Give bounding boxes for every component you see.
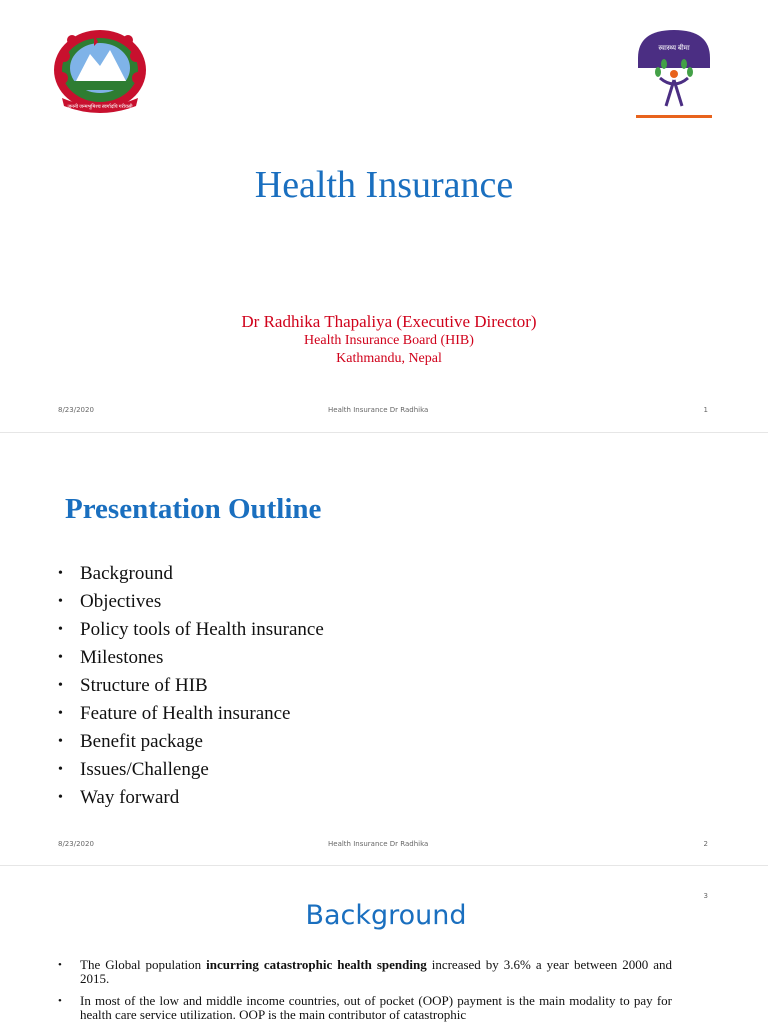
bullet-icon: • <box>58 678 63 693</box>
presenter-name: Dr Radhika Thapaliya (Executive Director) <box>241 312 537 331</box>
footer-title: Health Insurance Dr Radhika <box>328 406 429 414</box>
page-number: 3 <box>703 892 708 900</box>
list-item-text: Milestones <box>80 647 164 668</box>
bullet-bold-text: incurring catastrophic health spending <box>206 957 427 972</box>
slide-3-title: Background <box>305 900 467 931</box>
hib-logo <box>636 28 712 120</box>
footer-date: 8/23/2020 <box>58 406 94 414</box>
list-item-text: Benefit package <box>80 731 203 752</box>
emblem-motto: जननी जन्मभूमिश्च स्वर्गादपि गरीयसी <box>67 105 133 110</box>
list-item <box>58 700 324 728</box>
footer-title: Health Insurance Dr Radhika <box>328 840 429 848</box>
list-item <box>58 784 324 812</box>
list-item <box>58 588 324 616</box>
slide-1-title: Health Insurance <box>254 164 514 206</box>
list-item <box>58 958 672 986</box>
list-item-text: Structure of HIB <box>80 675 208 696</box>
list-item-text: Background <box>80 563 173 584</box>
bullet-icon: • <box>58 706 63 721</box>
bullet-icon: • <box>58 566 63 581</box>
list-item-text: Feature of Health insurance <box>80 703 291 724</box>
list-item-text: Way forward <box>80 787 180 808</box>
outline-list <box>58 560 324 812</box>
bullet-text: The Global population <box>80 957 207 972</box>
bullet-icon: • <box>58 995 62 1007</box>
presenter-location: Kathmandu, Nepal <box>336 351 442 366</box>
footer-page-number: 1 <box>703 406 708 414</box>
background-list <box>58 958 672 1024</box>
list-item <box>58 644 324 672</box>
slide-2-title: Presentation Outline <box>65 493 322 525</box>
presenter-organization: Health Insurance Board (HIB) <box>304 333 474 348</box>
list-item <box>58 756 324 784</box>
bullet-icon: • <box>58 959 62 971</box>
slide-1 <box>0 0 768 432</box>
list-item-text: Objectives <box>80 591 162 612</box>
nepal-emblem-logo <box>48 26 152 114</box>
list-item-text: Policy tools of Health insurance <box>80 619 324 640</box>
list-item <box>58 672 324 700</box>
list-item-text: Issues/Challenge <box>80 759 209 780</box>
slide-2 <box>0 433 768 865</box>
slide-3 <box>0 866 768 1024</box>
bullet-icon: • <box>58 594 63 609</box>
bullet-icon: • <box>58 790 63 805</box>
footer-date: 8/23/2020 <box>58 840 94 848</box>
bullet-icon: • <box>58 622 63 637</box>
list-item <box>58 560 324 588</box>
list-item <box>58 616 324 644</box>
bullet-text: increased by 3.6% a year between 2000 and 2015. <box>80 957 672 986</box>
bullet-icon: • <box>58 734 63 749</box>
bullet-text: In most of the low and middle income countries, out of pocket (OOP) payment is the main modality to pay for health care service utilization. OOP is the main contributor of catastrophic <box>80 993 672 1022</box>
list-item <box>58 994 672 1022</box>
hib-logo-text: स्वास्थ्य बीमा <box>658 44 690 52</box>
bullet-icon: • <box>58 650 63 665</box>
list-item <box>58 728 324 756</box>
footer-page-number: 2 <box>703 840 708 848</box>
bullet-icon: • <box>58 762 63 777</box>
